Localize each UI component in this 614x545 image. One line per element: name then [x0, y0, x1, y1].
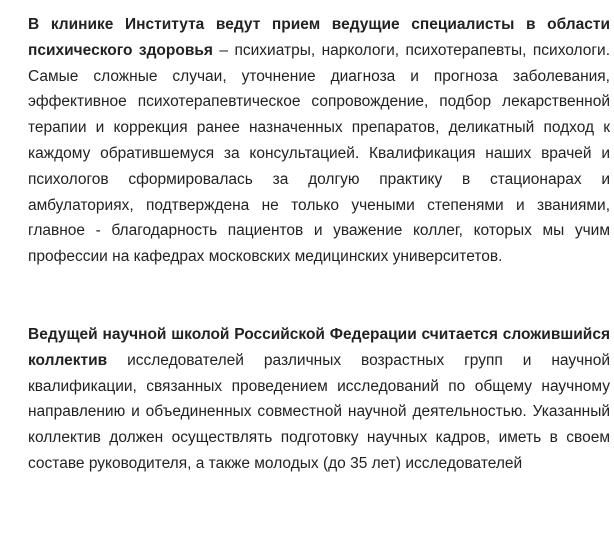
paragraph-science-school-text: исследователей различных возрастных групп и научной квалификации, связанных проведением исследований по общему научному направлению и объединенных совместной научной деятельностью. Указанный коллектив должен осуществлять подготовку научных кадров, иметь в своем составе руководителя, а также молодых (до 35 лет) исследователей	[28, 351, 610, 472]
paragraph-clinic	[28, 12, 610, 270]
paragraph-clinic-lead: В клинике Института ведут прием ведущие специалисты в области психического здоровья	[28, 16, 610, 59]
article-body	[28, 12, 610, 477]
paragraph-science-school-lead: Ведущей научной школой Российской Федерации считается сложившийся коллектив	[28, 325, 610, 369]
paragraph-clinic-text: – психиатры, наркологи, психотерапевты, психологи. Самые сложные случаи, уточнение диагноза и прогноза заболевания, эффективное психотерапевтическое сопровождение, подбор лекарственной терапии и коррекция ранее назначенных препаратов, деликатный подход к каждому обратившемуся за консультацией. Квалификация наших врачей и психологов сформировалась за долгую практику в стационарах и амбулаториях, подтверждена не только учеными степенями и званиями, главное - благодарность пациентов и уважение коллег, которых мы учим профессии на кафедрах московских медицинских университетов.	[28, 41, 611, 266]
paragraph-science-school	[28, 322, 610, 477]
